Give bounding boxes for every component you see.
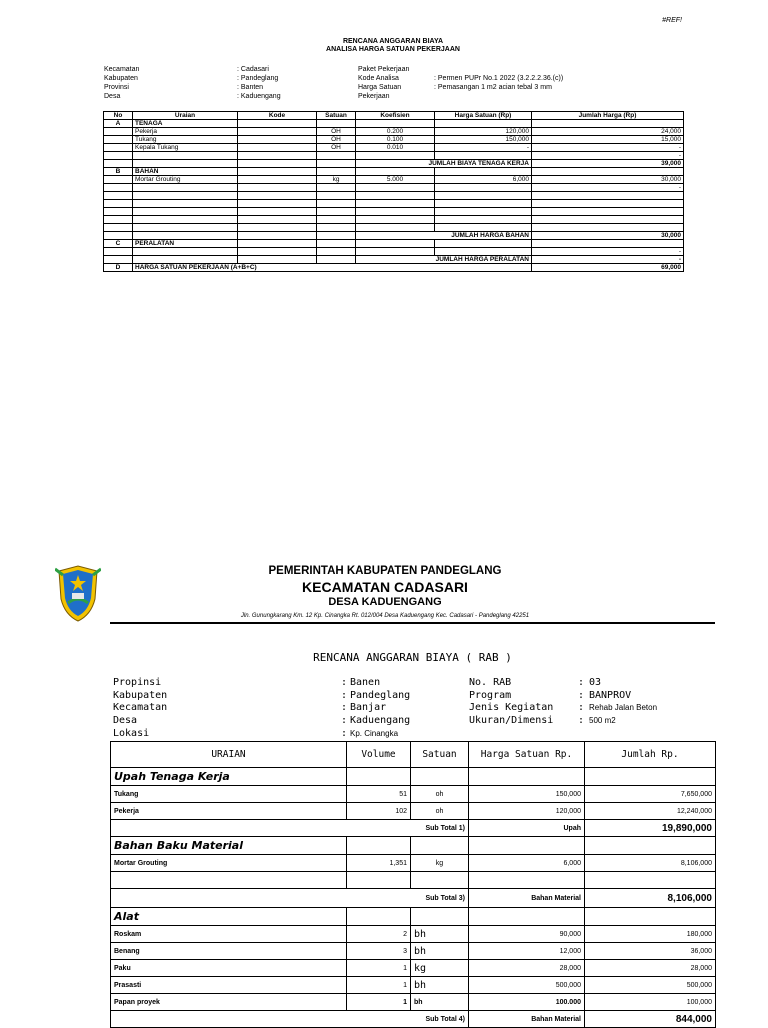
item-name: Prasasti: [111, 977, 347, 994]
value-desa: Kaduengang: [350, 715, 411, 727]
rab-left-labels: [113, 677, 167, 741]
item-unit: OH: [317, 128, 356, 136]
item-total: 12,240,000: [585, 803, 716, 820]
subtotal-category: Bahan Material: [469, 1011, 585, 1028]
info-right-labels: [358, 65, 409, 101]
kop-kecamatan: KECAMATAN CADASARI: [302, 579, 468, 595]
value-kecamatan: Banjar: [350, 702, 387, 714]
table-row: [111, 943, 716, 960]
item-price: 6,000: [435, 176, 532, 184]
value-propinsi: Banen: [350, 677, 381, 688]
item-total: 500,000: [585, 977, 716, 994]
rab-page: [0, 555, 768, 1024]
item-volume: 1: [347, 960, 411, 977]
table-row: [104, 128, 684, 136]
subtotal-value: 30,000: [532, 232, 684, 240]
subtotal-label: JUMLAH HARGA BAHAN: [356, 232, 532, 240]
item-total: -: [532, 248, 684, 256]
item-price: 150,000: [469, 786, 585, 803]
kop-pemerintah: PEMERINTAH KABUPATEN PANDEGLANG: [268, 565, 502, 577]
table-row: [104, 200, 684, 208]
label-kabupaten: Kabupaten: [113, 689, 168, 701]
item-total: 7,650,000: [585, 786, 716, 803]
subtotal-value: 19,890,000: [585, 820, 716, 837]
subtotal-category: Upah: [469, 820, 585, 837]
table-row: [111, 803, 716, 820]
table-row: [104, 176, 684, 184]
label-provinsi: Provinsi: [104, 84, 129, 91]
section-row-bahan: [111, 837, 716, 855]
item-unit: kg: [411, 855, 469, 872]
value-provinsi: : Banten: [237, 84, 264, 91]
item-unit: oh: [411, 803, 469, 820]
item-total: 36,000: [585, 943, 716, 960]
ref-error-marker: #REF!: [662, 17, 682, 24]
table-row: [111, 872, 716, 889]
value-kabupaten: : Pandeglang: [237, 75, 279, 82]
label-kecamatan: Kecamatan: [104, 66, 140, 73]
item-unit: kg: [411, 960, 469, 977]
value-program: BANPROV: [589, 689, 632, 701]
label-lokasi: Lokasi: [113, 727, 150, 739]
ahsp-table: [103, 111, 684, 272]
label-desa: Desa: [104, 93, 121, 100]
item-price: 500,000: [469, 977, 585, 994]
subtotal-value: 8,106,000: [585, 889, 716, 908]
section-row-alat: [111, 908, 716, 926]
value-harga-satuan: : Pemasangan 1 m2 acian tebal 3 mm: [434, 84, 552, 91]
table-row: [111, 786, 716, 803]
table-row: [104, 208, 684, 216]
kop-desa: DESA KADUENGANG: [328, 596, 442, 608]
item-total: 24,000: [532, 128, 684, 136]
section-row-peralatan: [104, 240, 684, 248]
ahsp-sheet: [0, 0, 768, 300]
header-harga-satuan: Harga Satuan (Rp): [435, 112, 532, 120]
rab-title: RENCANA ANGGARAN BIAYA ( RAB ): [313, 651, 512, 664]
grand-total-value: 69,000: [532, 264, 684, 272]
rab-right-values: [589, 677, 657, 728]
header-satuan: Satuan: [317, 112, 356, 120]
ahsp-header-row: [104, 112, 684, 120]
header-jumlah-harga: Jumlah Harga (Rp): [532, 112, 684, 120]
item-name: Pekerja: [111, 803, 347, 820]
regency-emblem-icon: [55, 563, 101, 623]
item-name: Tukang: [133, 136, 238, 144]
subtotal-row-bahan: [104, 232, 684, 240]
item-unit: kg: [317, 176, 356, 184]
rab-header-row: [111, 742, 716, 768]
item-total: 8,106,000: [585, 855, 716, 872]
section-no: C: [104, 240, 133, 248]
table-row: [111, 855, 716, 872]
item-total: -: [532, 152, 684, 160]
value-paket-pekerjaan: [434, 65, 563, 74]
label-program: Program: [469, 689, 512, 701]
item-price: 120,000: [435, 128, 532, 136]
item-name: Pekerja: [133, 128, 238, 136]
section-title: Alat: [111, 908, 347, 926]
label-no-rab: No. RAB: [469, 677, 512, 688]
rab-left-colons: : : : : :: [341, 677, 348, 739]
section-label: PERALATAN: [133, 240, 238, 248]
item-coef: 0.010: [356, 144, 435, 152]
rab-right-colons: : : : :: [578, 677, 585, 727]
header-uraian: Uraian: [133, 112, 238, 120]
info-left-values: [237, 65, 281, 101]
item-price: 120,000: [469, 803, 585, 820]
item-unit: bh: [411, 994, 469, 1011]
table-row: [104, 152, 684, 160]
item-name: Benang: [111, 943, 347, 960]
item-volume: 102: [347, 803, 411, 820]
value-kabupaten: Pandeglang: [350, 689, 411, 701]
subtotal-row-peralatan: [104, 256, 684, 264]
table-row: [111, 960, 716, 977]
value-no-rab: 03: [589, 677, 602, 688]
label-kabupaten: Kabupaten: [104, 75, 138, 82]
item-unit: OH: [317, 144, 356, 152]
grand-total-row: [104, 264, 684, 272]
header-uraian: URAIAN: [111, 742, 347, 768]
sheet-title: RENCANA ANGGARAN BIAYA: [342, 38, 444, 45]
item-unit: oh: [411, 786, 469, 803]
rab-table: [110, 741, 716, 1028]
section-row-bahan: [104, 168, 684, 176]
item-name: Kepala Tukang: [133, 144, 238, 152]
item-volume: 3: [347, 943, 411, 960]
subtotal-row-tenaga: [104, 160, 684, 168]
item-total: 30,000: [532, 176, 684, 184]
item-coef: 0.100: [356, 136, 435, 144]
item-price: 12,000: [469, 943, 585, 960]
table-row: [104, 224, 684, 232]
item-total: 28,000: [585, 960, 716, 977]
section-no: A: [104, 120, 133, 128]
item-total: -: [532, 144, 684, 152]
table-row: [104, 192, 684, 200]
value-desa: : Kaduengang: [237, 93, 281, 100]
item-volume: 2: [347, 926, 411, 943]
header-satuan: Satuan: [411, 742, 469, 768]
subtotal-label: Sub Total 1): [347, 820, 469, 837]
item-volume: 1,351: [347, 855, 411, 872]
section-title: Bahan Baku Material: [111, 837, 347, 855]
value-jenis-kegiatan: Rehab Jalan Beton: [589, 703, 658, 713]
item-name: Mortar Grouting: [133, 176, 238, 184]
label-ukuran: Ukuran/Dimensi: [469, 715, 554, 727]
subtotal-value: 844,000: [585, 1011, 716, 1028]
value-ukuran: 500 m2: [589, 716, 616, 726]
subtotal-value: -: [532, 256, 684, 264]
rab-right-labels: [469, 677, 553, 728]
subtotal-label: Sub Total 3): [347, 889, 469, 908]
label-harga-satuan: Harga Satuan: [358, 84, 402, 91]
item-unit: bh: [411, 943, 469, 960]
section-row-tenaga: [104, 120, 684, 128]
item-volume: 51: [347, 786, 411, 803]
label-jenis-kegiatan: Jenis Kegiatan: [469, 702, 554, 714]
section-no: D: [104, 264, 133, 272]
item-volume: 1: [347, 977, 411, 994]
section-label: BAHAN: [133, 168, 238, 176]
subtotal-category: Bahan Material: [469, 889, 585, 908]
item-price: 28,000: [469, 960, 585, 977]
label-propinsi: Propinsi: [113, 677, 162, 688]
subtotal-label: JUMLAH BIAYA TENAGA KERJA: [356, 160, 532, 168]
header-harga-satuan: Harga Satuan Rp.: [469, 742, 585, 768]
label-pekerjaan: Pekerjaan: [358, 93, 390, 100]
header-no: No: [104, 112, 133, 120]
item-unit: OH: [317, 136, 356, 144]
header-kode: Kode: [238, 112, 317, 120]
kop-divider: [110, 622, 715, 624]
table-row: [104, 216, 684, 224]
item-price: -: [435, 144, 532, 152]
section-label: TENAGA: [133, 120, 238, 128]
section-title: Upah Tenaga Kerja: [111, 768, 347, 786]
info-left-labels: [104, 65, 139, 101]
item-coef: 5.000: [356, 176, 435, 184]
sheet-subtitle: ANALISA HARGA SATUAN PEKERJAAN: [326, 46, 460, 53]
grand-total-label: HARGA SATUAN PEKERJAAN (A+B+C): [133, 264, 532, 272]
item-total: 100,000: [585, 994, 716, 1011]
info-right-values: [434, 65, 563, 101]
header-jumlah: Jumlah Rp.: [585, 742, 716, 768]
table-row: [104, 248, 684, 256]
table-row: [111, 994, 716, 1011]
item-price: 100.000: [469, 994, 585, 1011]
section-row-upah: [111, 768, 716, 786]
table-row: [111, 977, 716, 994]
kop-address: Jln. Gunungkarang Km. 12 Kp. Cinangka Rt. 012/004 Desa Kaduengang Kec. Cadasari - Pandeglang 42251: [240, 613, 530, 619]
table-row: [104, 184, 684, 192]
item-unit: bh: [411, 926, 469, 943]
item-total: -: [532, 184, 684, 192]
header-koefisien: Koefisien: [356, 112, 435, 120]
subtotal-row-upah: [111, 820, 716, 837]
item-name: Tukang: [111, 786, 347, 803]
label-kecamatan: Kecamatan: [113, 702, 168, 714]
item-coef: 0.200: [356, 128, 435, 136]
item-price: 6,000: [469, 855, 585, 872]
table-row: [111, 926, 716, 943]
item-price: 150,000: [435, 136, 532, 144]
subtotal-value: 39,000: [532, 160, 684, 168]
subtotal-label: Sub Total 4): [347, 1011, 469, 1028]
value-kecamatan: : Cadasari: [237, 66, 269, 73]
section-no: B: [104, 168, 133, 176]
value-pekerjaan: [434, 92, 563, 101]
table-row: [104, 144, 684, 152]
item-total: 180,000: [585, 926, 716, 943]
value-kode-analisa: : Permen PUPr No.1 2022 (3.2.2.2.36.(c)): [434, 75, 564, 82]
item-name: Paku: [111, 960, 347, 977]
item-name: Papan proyek: [111, 994, 347, 1011]
label-kode-analisa: Kode Analisa: [358, 75, 399, 82]
rab-left-values: [350, 677, 410, 741]
label-desa: Desa: [113, 715, 138, 727]
subtotal-row-bahan: [111, 889, 716, 908]
subtotal-row-alat: [111, 1011, 716, 1028]
table-row: [104, 136, 684, 144]
label-paket-pekerjaan: Paket Pekerjaan: [358, 66, 410, 73]
item-total: 15,000: [532, 136, 684, 144]
item-volume: 1: [347, 994, 411, 1011]
item-name: Mortar Grouting: [111, 855, 347, 872]
subtotal-label: JUMLAH HARGA PERALATAN: [356, 256, 532, 264]
item-unit: bh: [411, 977, 469, 994]
header-volume: Volume: [347, 742, 411, 768]
item-price: 90,000: [469, 926, 585, 943]
item-name: Roskam: [111, 926, 347, 943]
value-lokasi: Kp. Cinangka: [350, 728, 399, 738]
